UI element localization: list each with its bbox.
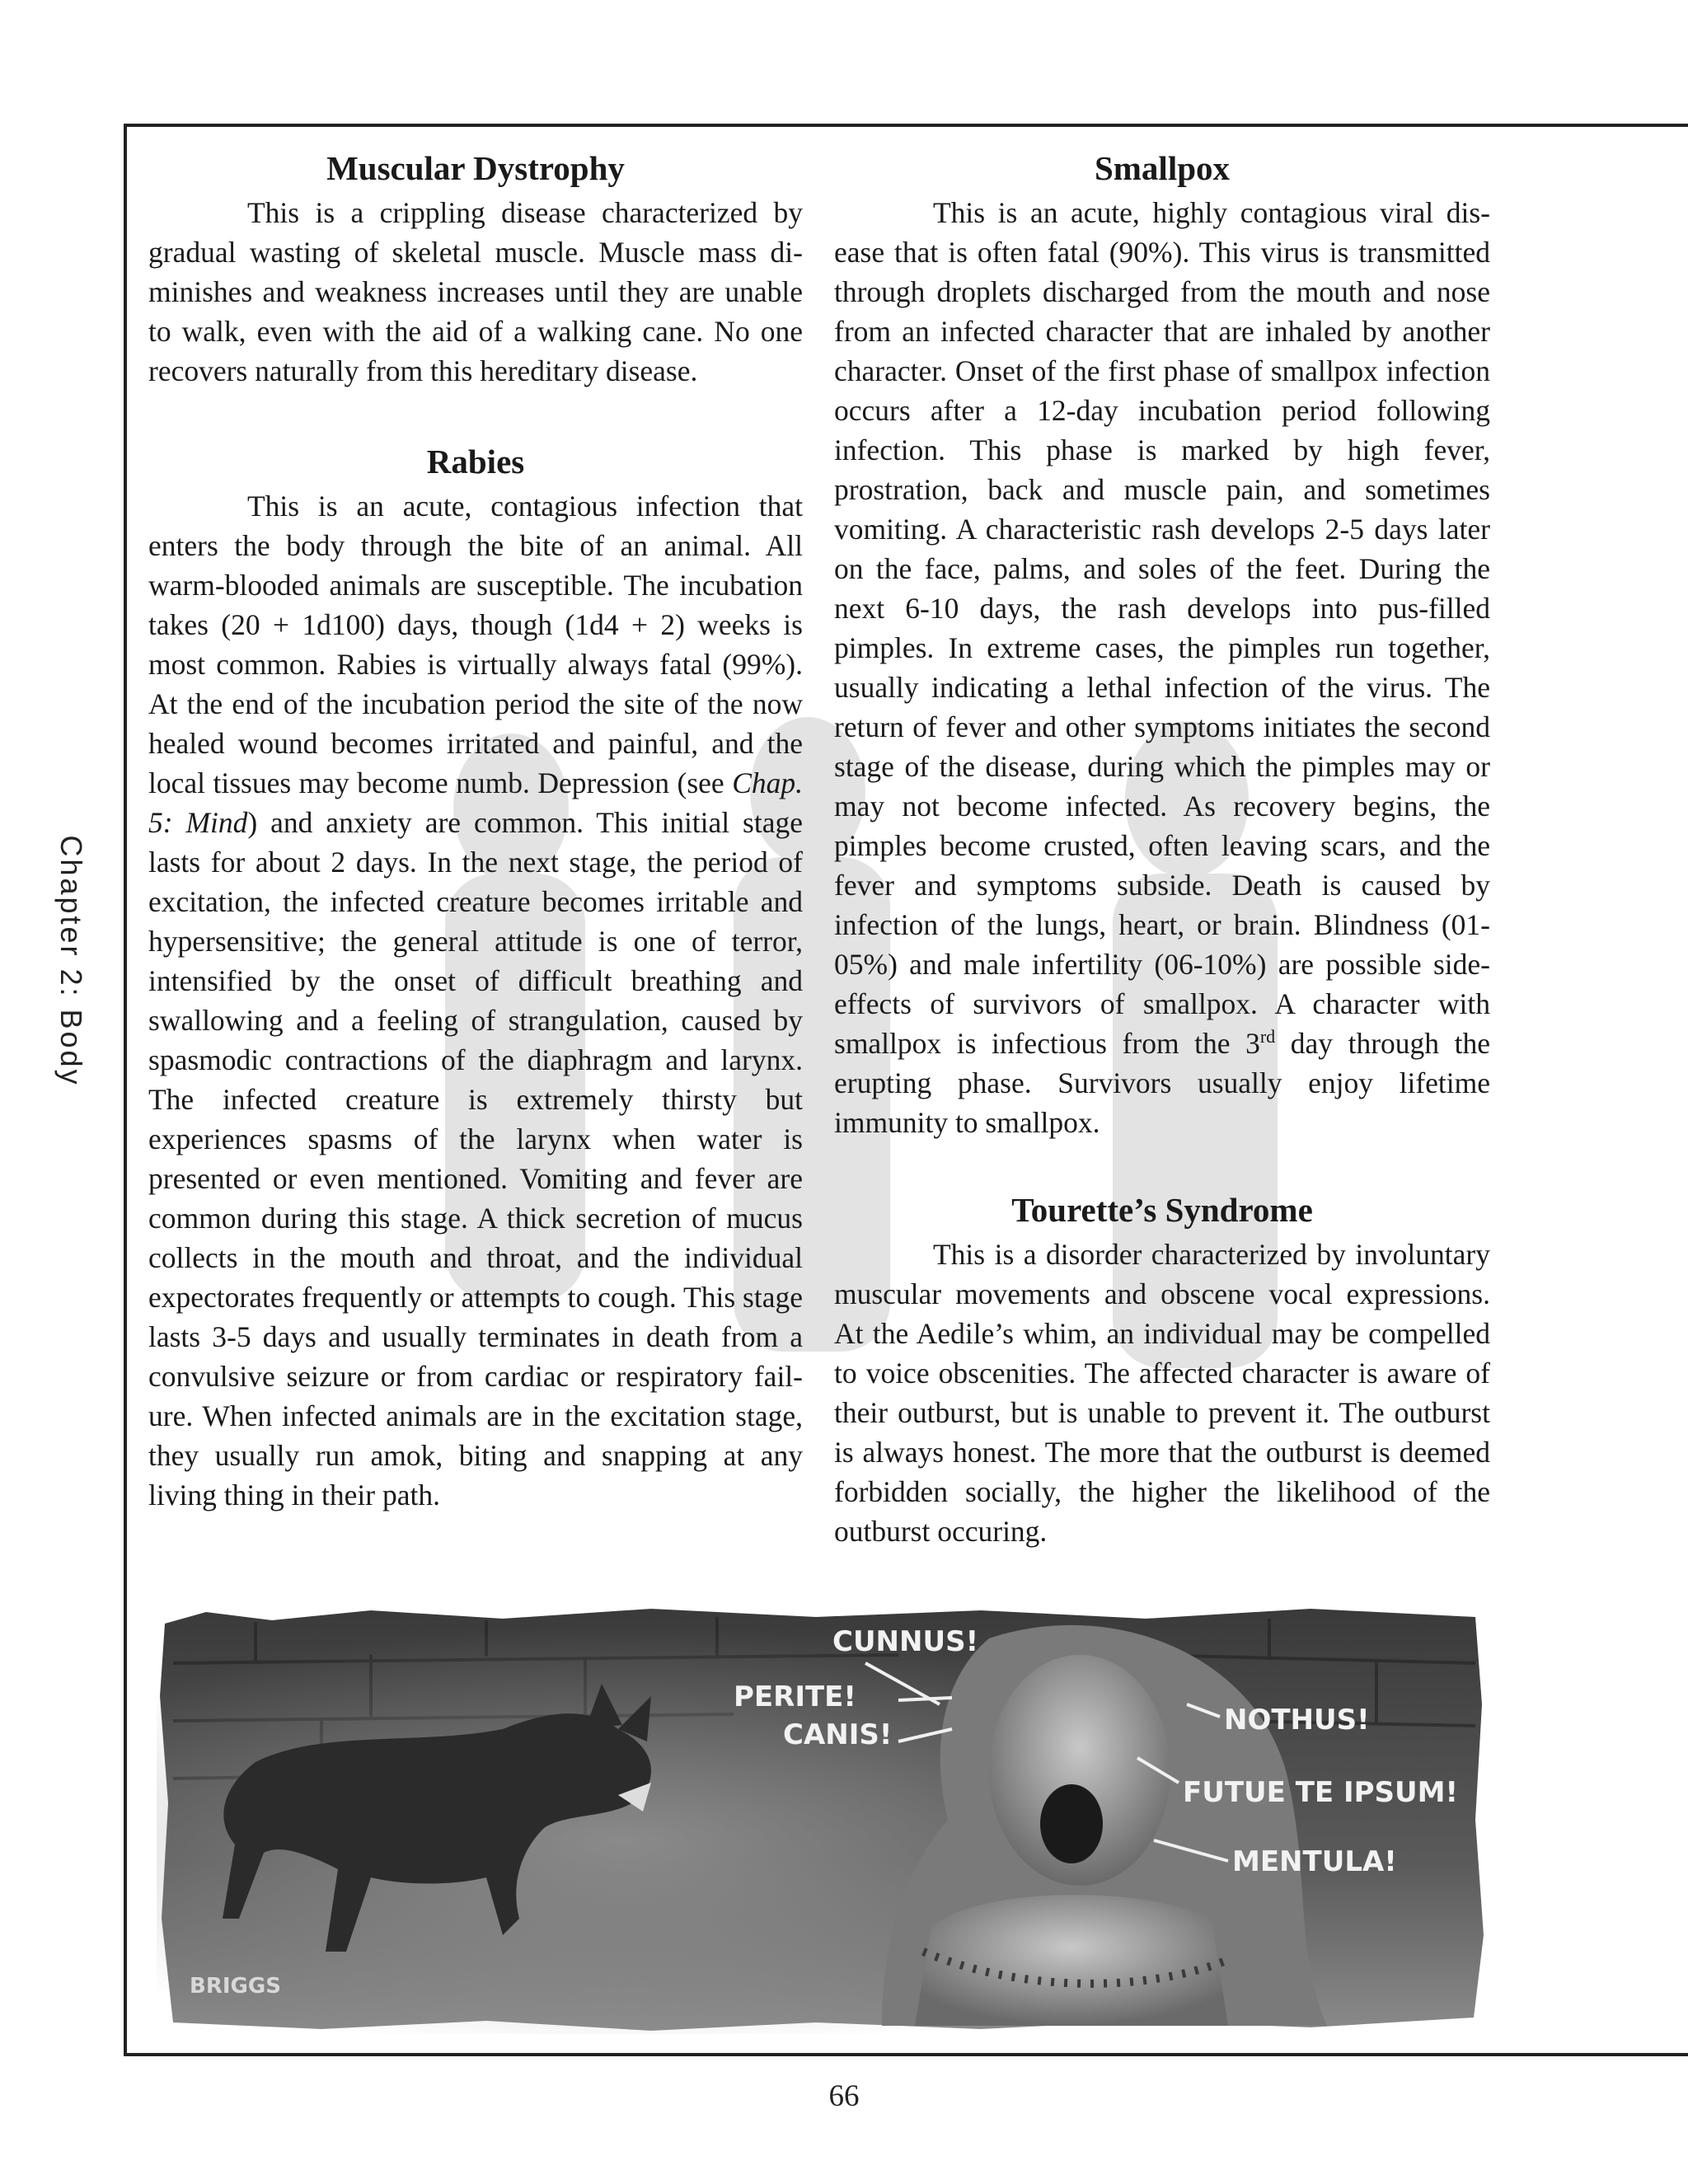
body-text-part: This is an acute, highly contagious viral disease that is often fatal (90%). This virus is transmitted through droplets discharged from the mouth and nose from an infected character that are inhaled by another character. Onset of the first phase of smallpox infection occurs after a 12-day incubation period following infection. This phase is marked by high fever, prostration, back and muscle pain, and sometimes vomiting. A characteristic rash develops 2-5 days later on the face, palms, and soles of the feet. During the next 6-10 days, the rash develops into pus-filled pimples. In extreme cases, the pimples run together, usually indicating a lethal infection of the virus. The return of fever and other symptoms initiates the second stage of the disease, during which the pimples may or may not become infected. As recovery begins, the pimples become crusted, often leaving scars, and the fever and symptoms subside. Death is caused by infection of the lungs, heart, or brain. Blindness (01-05%) and male infertility (06-10%) are possible side-effects of survivors of smallpox. A character with smallpox is infectious from the 3 [834,196,1490,1060]
ordinal-suffix: rd [1259,1026,1276,1047]
shout-label: CANIS! [783,1718,893,1751]
shout-label: MENTULA! [1232,1845,1397,1878]
shout-label: NOTHUS! [1224,1704,1370,1736]
section-title: Smallpox [1094,149,1231,187]
section-rabies [148,440,803,1515]
illustration-wolf-and-woman [157,1605,1488,2034]
illustration-svg [157,1605,1488,2034]
page-number: 66 [828,2079,860,2113]
section-title: Muscular Dystrophy [326,149,625,187]
body-text-part: ) and anxiety are common. This initial stage lasts for about 2 days. In the next stage, the period of excitation, the infected creature becomes irritable and hypersensitive; the general attitude is one of terror, intensified by the onset of difficult breathing and swallowing and a feeling of strangulation, caused by spasmodic contractions of the diaphragm and larynx. The infected creature is extremely thirsty but experiences spasms of the larynx when water is presented or even mentioned. Vomiting and fever are common during this stage. A thick secretion of mucus collects in the mouth and throat, and the individual expectorates frequently or attempts to cough. This stage lasts 3-5 days and usually terminates in death from a convulsive seizure or from cardiac or respiratory failure. When infected animals are in the excitation stage, they usually run amok, biting and snapping at any living thing in their path. [148,806,803,1511]
chapter-reference: Chap. 5: Mind [148,766,803,839]
section-smallpox [834,147,1490,1142]
section-title: Tourette’s Syndrome [1011,1191,1313,1229]
shout-label: PERITE! [734,1680,856,1713]
section-title: Rabies [426,443,525,480]
chapter-label-text: Chapter 2: Body [54,835,88,1087]
right-column [834,147,1490,1551]
section-body: This is a crippling disease characterized by gradual wasting of skeletal muscle. Muscle mass diminishes and weakness increases until they are unable to walk, even with the aid of a walking cane. No one recovers naturally from this hereditary disease. [148,196,803,387]
shout-label: FUTUE TE IPSUM! [1183,1776,1458,1809]
shout-label: CUNNUS! [832,1625,979,1658]
section-muscular-dystrophy [148,147,803,391]
section-body [148,486,803,1515]
section-body: This is a disorder characterized by involuntary muscular movements and obscene vocal expressions. At the Aedile’s whim, an individual may be compelled to voice obscenities. The affected character is aware of their outburst, but is unable to prevent it. The outburst is always honest. The more that the outburst is deemed forbidden socially, the higher the likelihood of the outburst occuring. [834,1238,1490,1548]
body-text-part: This is an acute, contagious infection that enters the body through the bite of an animal. All warm-blooded animals are susceptible. The incubation takes (20 + 1d100) days, though (1d4 + 2) weeks is most common. Rabies is virtually always fatal (99%). At the end of the incubation period the site of the now healed wound becomes irritated and painful, and the local tissues may become numb. Depression (see [148,490,803,799]
left-column [148,147,803,1515]
artist-signature: BRIGGS [190,1974,281,1999]
section-body [834,193,1490,1142]
section-tourettes [834,1188,1490,1551]
body-text-part: day through the erupting phase. Survivors usually enjoy lifetime immunity to smallpox. [834,1027,1490,1139]
